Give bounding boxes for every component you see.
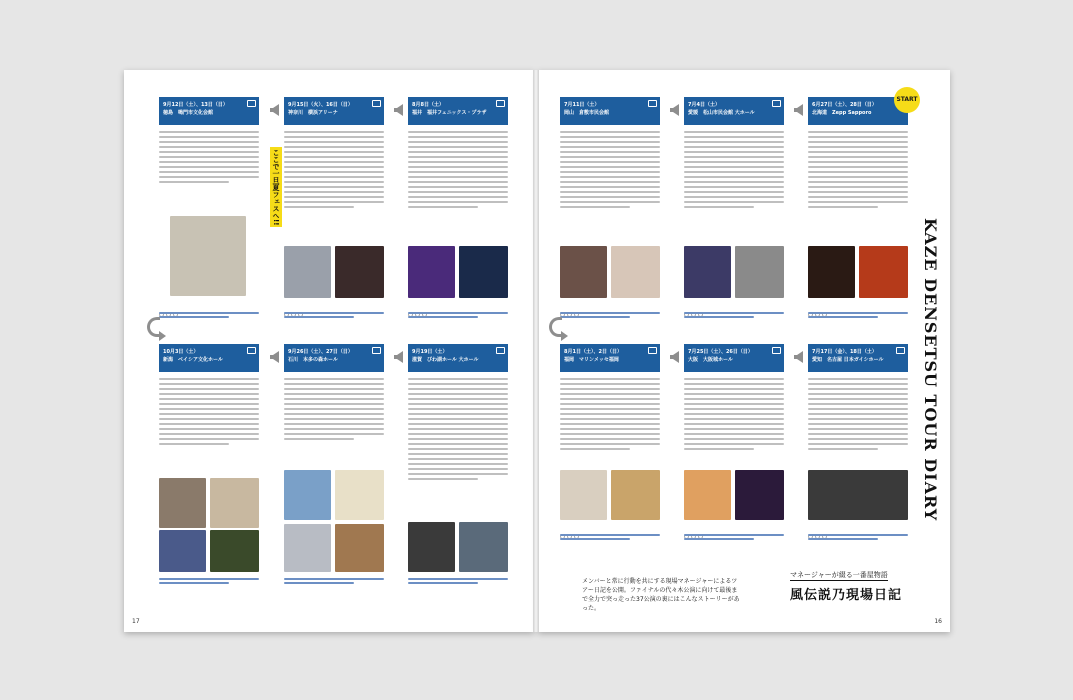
entry-date: 6月27日（土）、28日（日） <box>812 102 877 108</box>
photo-caption <box>808 312 908 320</box>
diary-entry-yokohama <box>284 97 384 211</box>
camera-icon <box>372 100 381 107</box>
diary-entry-okayama <box>560 97 660 211</box>
entry-venue: 福井 福井フェニックス・プラザ <box>412 110 487 116</box>
camera-icon <box>496 100 505 107</box>
entry-body <box>408 378 508 480</box>
left-page-number: 17 <box>132 618 140 625</box>
photo <box>159 530 206 572</box>
photo <box>284 524 331 572</box>
photo-caption <box>560 534 660 542</box>
photo <box>808 470 908 520</box>
photo <box>459 246 508 298</box>
photo <box>560 246 607 298</box>
photo-caption <box>408 312 508 320</box>
entry-body <box>808 131 908 208</box>
entry-venue: 岡山 倉敷市民会館 <box>564 110 610 116</box>
entry-venue: 石川 本多の森ホール <box>288 357 338 363</box>
camera-icon <box>247 347 256 354</box>
camera-icon <box>772 100 781 107</box>
photo <box>684 470 731 520</box>
photo <box>335 524 384 572</box>
feature-title: 風伝説乃現場日記 <box>790 588 903 603</box>
entry-date: 9月19日（土） <box>412 349 448 355</box>
camera-icon <box>372 347 381 354</box>
entry-header <box>284 97 384 125</box>
entry-body <box>408 131 508 208</box>
photo <box>284 246 331 298</box>
start-badge: START <box>894 87 920 113</box>
photo-caption <box>159 312 259 320</box>
photo-caption <box>284 312 384 320</box>
arrow-left-icon <box>270 104 279 116</box>
entry-venue: 北海道 Zepp Sapporo <box>812 110 872 116</box>
photo <box>684 246 731 298</box>
camera-icon <box>648 347 657 354</box>
entry-body <box>159 378 259 445</box>
camera-icon <box>247 100 256 107</box>
entry-body <box>284 378 384 440</box>
photo-caption <box>808 534 908 542</box>
social-icons <box>560 524 586 530</box>
entry-body <box>284 131 384 208</box>
arrow-left-icon <box>794 104 803 116</box>
entry-date: 9月12日（土）、13日（日） <box>163 102 228 108</box>
photo <box>735 246 784 298</box>
arrow-left-icon <box>394 104 403 116</box>
photo-caption <box>408 578 508 586</box>
entry-venue: 大阪 大阪城ホール <box>688 357 733 363</box>
camera-icon <box>772 347 781 354</box>
camera-icon <box>648 100 657 107</box>
entry-venue: 滋賀 びわ湖ホール 大ホール <box>412 357 479 363</box>
social-icons <box>684 302 710 308</box>
photo <box>170 216 246 296</box>
entry-header <box>684 97 784 125</box>
right-page-number: 16 <box>934 618 942 625</box>
diary-entry-ishikawa <box>284 344 384 443</box>
entry-date: 7月4日（土） <box>688 102 720 108</box>
diary-entry-fukui <box>408 97 508 211</box>
photo-caption <box>560 312 660 320</box>
photo <box>210 478 259 528</box>
entry-body <box>159 131 259 183</box>
photo <box>560 470 607 520</box>
vertical-title: KAZE DENSETSU TOUR DIARY <box>921 218 940 522</box>
entry-header <box>808 97 908 125</box>
vertical-note: ここで一旦夏フェスへ!! <box>272 149 280 226</box>
photo <box>284 470 331 520</box>
entry-header <box>808 344 908 372</box>
arrow-left-icon <box>394 351 403 363</box>
photo-caption <box>684 312 784 320</box>
diary-entry-shiga <box>408 344 508 483</box>
entry-body <box>560 378 660 450</box>
entry-body <box>684 131 784 208</box>
entry-date: 7月17日（金）、18日（土） <box>812 349 877 355</box>
diary-entry-fukuoka <box>560 344 660 453</box>
social-icons <box>560 302 586 308</box>
diary-entry-osaka <box>684 344 784 453</box>
diary-entry-tokushima <box>159 97 259 186</box>
photo-caption <box>159 578 259 586</box>
diary-entry-sapporo <box>808 97 908 211</box>
photo <box>408 522 455 572</box>
photo <box>808 246 855 298</box>
entry-body <box>808 378 908 450</box>
entry-date: 8月8日（土） <box>412 102 444 108</box>
uturn-arrow-icon <box>549 317 562 337</box>
entry-body <box>684 378 784 450</box>
arrow-left-icon <box>794 351 803 363</box>
photo <box>611 246 660 298</box>
entry-body <box>560 131 660 208</box>
social-icons <box>159 302 185 308</box>
photo <box>735 470 784 520</box>
entry-date: 7月11日（土） <box>564 102 600 108</box>
entry-date: 10月3日（土） <box>163 349 199 355</box>
entry-header <box>159 344 259 372</box>
entry-date: 8月1日（土）、2日（日） <box>564 349 622 355</box>
entry-header <box>408 344 508 372</box>
spine-fold <box>533 70 539 632</box>
diary-entry-ehime <box>684 97 784 211</box>
camera-icon <box>896 347 905 354</box>
photo <box>859 246 908 298</box>
entry-header <box>684 344 784 372</box>
entry-header <box>560 97 660 125</box>
entry-venue: 愛知 名古屋 日本ガイシホール <box>812 357 884 363</box>
arrow-left-icon <box>670 104 679 116</box>
social-icons <box>284 302 310 308</box>
entry-venue: 神奈川 横浜アリーナ <box>288 110 338 116</box>
entry-venue: 愛媛 松山市民会館 大ホール <box>688 110 755 116</box>
entry-header <box>560 344 660 372</box>
photo-caption <box>684 534 784 542</box>
entry-header <box>408 97 508 125</box>
entry-venue: 福岡 マリンメッセ福岡 <box>564 357 619 363</box>
entry-venue: 徳島 鳴門市文化会館 <box>163 110 214 116</box>
entry-date: 9月26日（土）、27日（日） <box>288 349 353 355</box>
uturn-arrow-icon <box>147 317 160 337</box>
social-icons <box>808 302 834 308</box>
entry-venue: 新潟 ベイシア文化ホール <box>163 357 223 363</box>
photo <box>335 246 384 298</box>
camera-icon <box>496 347 505 354</box>
photo <box>210 530 259 572</box>
intro-text: メンバーと常に行動を共にする現場マネージャーによるツアー日記を公開。ファイナルの代々木公演に向けて最後まで全力で突っ走った37公演の裏にはこんなストーリーがあった。 <box>582 578 740 612</box>
diary-entry-nagoya <box>808 344 908 453</box>
photo <box>408 246 455 298</box>
social-icons <box>808 524 834 530</box>
arrow-left-icon <box>270 351 279 363</box>
diary-entry-niigata <box>159 344 259 448</box>
photo-caption <box>284 578 384 586</box>
photo <box>335 470 384 520</box>
feature-subtitle: マネージャーが綴る一番屋物語 <box>790 571 888 579</box>
entry-header <box>159 97 259 125</box>
social-icons <box>684 524 710 530</box>
photo <box>611 470 660 520</box>
entry-date: 9月15日（火）、16日（日） <box>288 102 353 108</box>
entry-date: 7月25日（土）、26日（日） <box>688 349 753 355</box>
photo <box>159 478 206 528</box>
entry-header <box>284 344 384 372</box>
arrow-left-icon <box>670 351 679 363</box>
photo <box>459 522 508 572</box>
social-icons <box>408 302 434 308</box>
